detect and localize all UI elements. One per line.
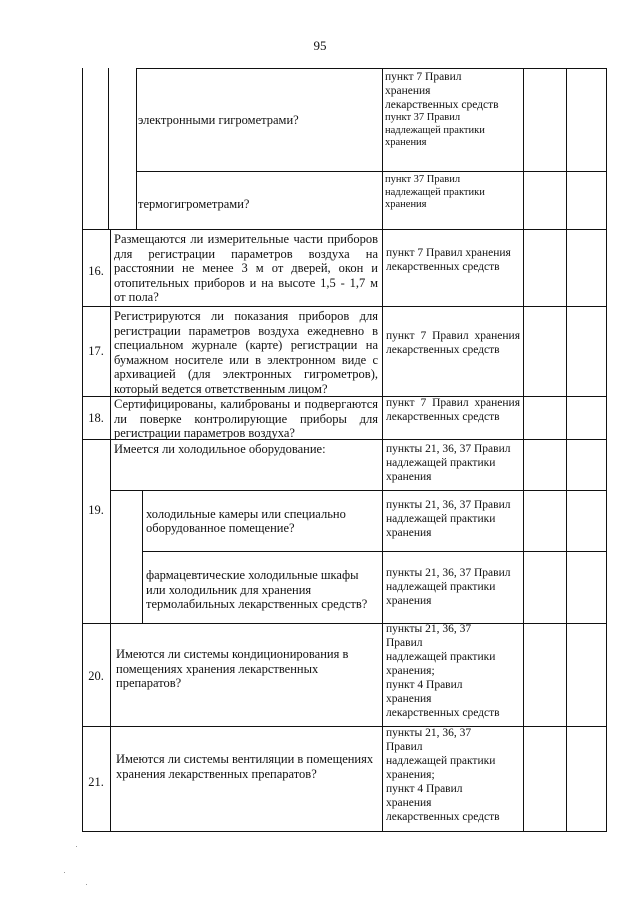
reference-line: надлежащей практики	[386, 755, 496, 767]
reference-line: пункты 21, 36, 37	[386, 623, 472, 635]
reference-text: пункты 21, 36, 37 Правил надлежащей практики хранения	[386, 443, 511, 483]
question-text: Имеются ли системы кондиционирования в помещениях хранения лекарственных препаратов?	[116, 647, 349, 690]
question-text: термогигрометрами?	[138, 197, 250, 212]
column-divider	[523, 68, 524, 832]
row-number: 18.	[88, 410, 104, 425]
reference-line: хранения	[385, 137, 427, 148]
reference-text: пункт 7 Правил хранения лекарственных средств	[386, 397, 520, 423]
reference-line: лекарственных средств	[386, 707, 500, 719]
row-divider	[82, 623, 606, 624]
scan-artifact	[76, 846, 77, 847]
reference-line: лекарственных средств	[385, 99, 499, 111]
reference-line: хранения	[386, 797, 432, 809]
scan-artifact	[86, 884, 87, 885]
question-text: Размещаются ли измерительные части приборов для регистрации параметров воздуха на расстоянии не менее 3 м от дверей, окон и отопительных приборов и на высоте 1,5 - 1,7 м от пола?	[114, 232, 378, 304]
reference-line: хранения;	[386, 665, 435, 677]
reference-line: пункт 37 Правил	[385, 174, 461, 185]
row-number: 17.	[88, 344, 104, 359]
row-divider	[142, 551, 606, 552]
column-divider	[566, 68, 567, 832]
reference-cell	[385, 70, 521, 170]
row-number: 16.	[88, 263, 104, 278]
reference-line: Правил	[386, 741, 423, 753]
reference-line: хранения	[385, 199, 427, 210]
reference-line: пункт 7 Правил	[385, 71, 462, 83]
reference-line: хранения	[385, 85, 431, 97]
column-divider	[142, 490, 143, 623]
reference-line: Правил	[386, 637, 423, 649]
reference-line: пункт 4 Правил	[386, 679, 463, 691]
question-cell	[138, 172, 380, 229]
scan-artifact	[64, 872, 65, 873]
column-divider	[108, 68, 109, 229]
reference-text: пункт 7 Правил хранения лекарственных средств	[386, 247, 511, 273]
reference-line: хранения;	[386, 769, 435, 781]
column-divider	[110, 229, 111, 832]
row-divider	[82, 726, 606, 727]
column-divider	[382, 68, 383, 832]
table-border-right	[606, 68, 607, 832]
question-cell	[138, 69, 380, 171]
reference-line: пункты 21, 36, 37	[386, 727, 472, 739]
page-number: 95	[313, 38, 327, 53]
sub-question-text: фармацевтические холодильные шкафы или холодильник для хранения термолабильных лекарственных средств?	[146, 568, 368, 612]
reference-line: надлежащей практики	[385, 124, 485, 136]
table-border-bottom	[82, 831, 606, 832]
reference-line: пункт 37 Правил	[385, 112, 461, 123]
reference-line: хранения	[386, 693, 432, 705]
question-text: электронными гигрометрами?	[138, 112, 299, 127]
row-number: 21.	[88, 774, 104, 789]
reference-cell	[386, 726, 522, 830]
reference-line: надлежащей практики	[386, 651, 496, 663]
question-text: Сертифицированы, калиброваны и подвергаются ли поверке контролирующие приборы для регистрации параметров воздуха?	[114, 397, 378, 440]
reference-line: пункт 4 Правил	[386, 783, 463, 795]
reference-cell	[385, 174, 521, 228]
row-number: 19.	[88, 502, 104, 517]
reference-line: лекарственных средств	[386, 811, 500, 823]
question-text: Имеется ли холодильное оборудование:	[114, 442, 326, 456]
row-divider	[82, 306, 606, 307]
question-text: Регистрируются ли показания приборов для регистрации параметров воздуха ежедневно в специальном журнале (карте) регистрации на бумажном носителе или в электронном виде с архивацией (для электронных гигрометров), который ведется ответственным лицом?	[114, 309, 378, 396]
reference-text: пункт 7 Правил хранения лекарственных средств	[386, 330, 520, 356]
reference-cell	[386, 622, 522, 726]
sub-question-text: холодильные камеры или специально оборудованное помещение?	[146, 506, 346, 535]
question-text: Имеются ли системы вентиляции в помещениях хранения лекарственных препаратов?	[116, 752, 374, 781]
reference-line: надлежащей практики	[385, 186, 485, 198]
row-number: 20.	[88, 668, 104, 683]
column-divider	[136, 68, 137, 229]
reference-text: пункты 21, 36, 37 Правил надлежащей практики хранения	[386, 499, 511, 539]
row-divider	[82, 229, 606, 230]
reference-text: пункты 21, 36, 37 Правил надлежащей практики хранения	[386, 567, 511, 607]
